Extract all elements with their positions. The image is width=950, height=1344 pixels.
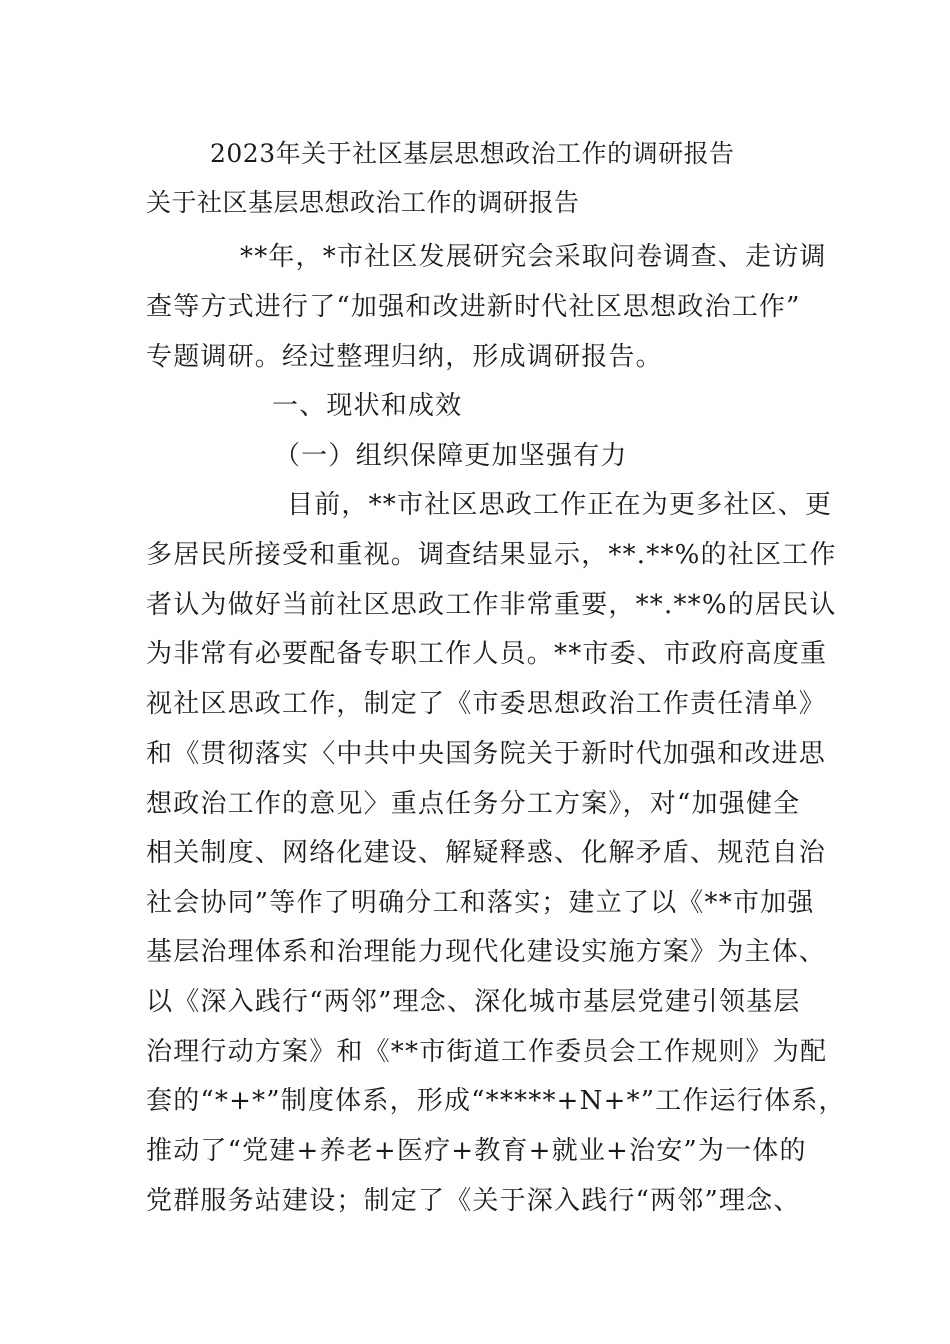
paragraph-line: 以《深入践行“两邻”理念、深化城市基层党建引领基层 bbox=[146, 987, 801, 1017]
paragraph-line: 基层治理体系和治理能力现代化建设实施方案》为主体、 bbox=[146, 937, 827, 967]
paragraph-line: 专题调研。经过整理归纳，形成调研报告。 bbox=[146, 342, 663, 372]
document-title: 2023年关于社区基层思想政治工作的调研报告 bbox=[210, 139, 735, 168]
paragraph-line: 党群服务站建设；制定了《关于深入践行“两邻”理念、 bbox=[146, 1186, 801, 1216]
subsection-heading: （一）组织保障更加坚强有力 bbox=[274, 441, 628, 471]
paragraph-line: 多居民所接受和重视。调查结果显示，**.**%的社区工作 bbox=[146, 540, 837, 570]
paragraph-line: **年，*市社区发展研究会采取问卷调查、走访调 bbox=[240, 242, 827, 272]
paragraph-line: 治理行动方案》和《**市街道工作委员会工作规则》为配 bbox=[146, 1037, 828, 1067]
paragraph-line: 视社区思政工作，制定了《市委思想政治工作责任清单》 bbox=[146, 689, 827, 719]
paragraph-line: 社会协同”等作了明确分工和落实；建立了以《**市加强 bbox=[146, 888, 815, 918]
paragraph-line: 查等方式进行了“加强和改进新时代社区思想政治工作” bbox=[146, 292, 801, 322]
paragraph-line: 推动了“党建+养老+医疗+教育+就业+治安”为一体的 bbox=[146, 1136, 807, 1166]
paragraph-line: 者认为做好当前社区思政工作非常重要，**.**%的居民认 bbox=[146, 590, 837, 620]
paragraph-line: 套的“*+*”制度体系，形成“*****+N+*”工作运行体系， bbox=[146, 1086, 846, 1116]
paragraph-line: 目前，**市社区思政工作正在为更多社区、更 bbox=[287, 490, 833, 520]
section-heading: 一、现状和成效 bbox=[272, 391, 463, 421]
paragraph-line: 为非常有必要配备专职工作人员。**市委、市政府高度重 bbox=[146, 639, 828, 669]
paragraph-line: 想政治工作的意见〉重点任务分工方案》，对“加强健全 bbox=[146, 789, 801, 819]
paragraph-line: 相关制度、网络化建设、解疑释惑、化解矛盾、规范自治 bbox=[146, 838, 827, 868]
paragraph-line: 和《贯彻落实〈中共中央国务院关于新时代加强和改进思 bbox=[146, 739, 827, 769]
document-subtitle: 关于社区基层思想政治工作的调研报告 bbox=[146, 188, 580, 217]
